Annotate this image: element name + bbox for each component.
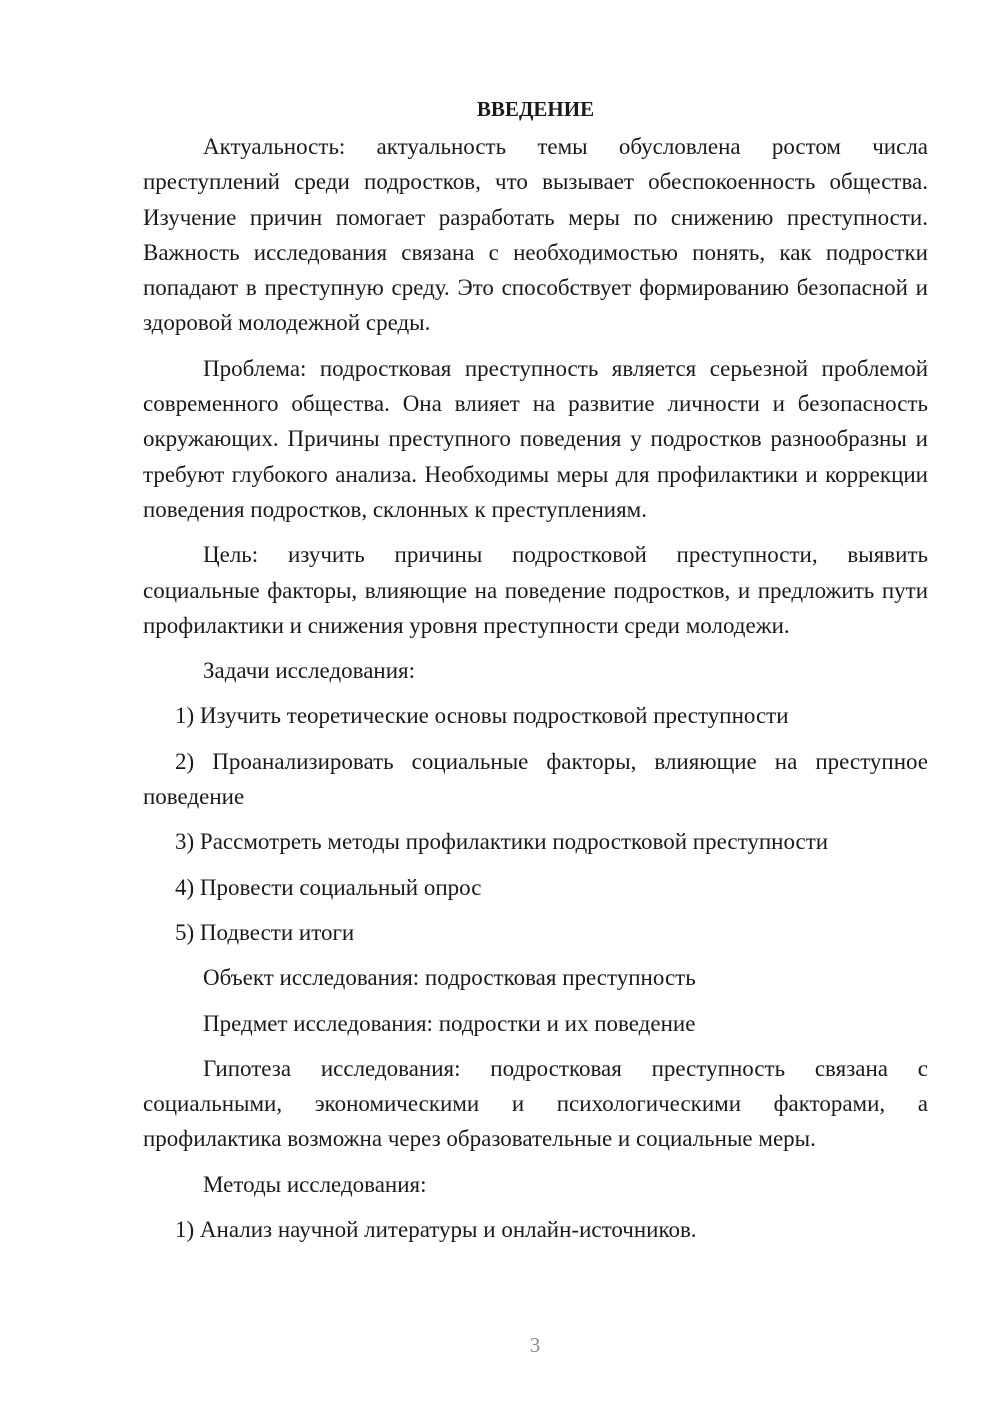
hypothesis-paragraph: Гипотеза исследования: подростковая преступность связана с социальными, экономическими и психологическими факторами, а профилактика возможна через образовательные и социальные меры. [143,1055,928,1152]
task-item-2: 2) Проанализировать социальные факторы, влияющие на преступное поведение [143,748,928,810]
section-title: ВВЕДЕНИЕ [476,97,595,121]
research-object: Объект исследования: подростковая преступность [203,965,696,991]
problem-paragraph: Проблема: подростковая преступность является серьезной проблемой современного общества. Она влияет на развитие личности и безопасность окружающих. Причины преступного поведения у подростков разнообразны и требуют глубокого анализа. Необходимы меры для профилактики и коррекции поведения подростков, склонных к преступлениям. [143,355,928,522]
method-item-1: 1) Анализ научной литературы и онлайн-источников. [175,1217,697,1243]
task-item-3: 3) Рассмотреть методы профилактики подростковой преступности [175,829,829,855]
task-item-4: 4) Провести социальный опрос [175,874,482,900]
research-subject: Предмет исследования: подростки и их поведение [203,1010,696,1036]
methods-heading: Методы исследования: [203,1171,427,1197]
goal-paragraph: Цель: изучить причины подростковой преступности, выявить социальные факторы, влияющие на поведение подростков, и предложить пути профилактики и снижения уровня преступности среди молодежи. [143,542,928,638]
document-body [143,92,928,1257]
tasks-heading: Задачи исследования: [203,658,416,684]
task-item-5: 5) Подвести итоги [175,919,355,945]
task-item-1: 1) Изучить теоретические основы подростковой преступности [175,703,789,729]
relevance-paragraph: Актуальность: актуальность темы обусловлена ростом числа преступлений среди подростков, что вызывает обеспокоенность общества. Изучение причин помогает разработать меры по снижению преступности. Важность исследования связана с необходимостью понять, как подростки попадают в преступную среду. Это способствует формированию безопасной и здоровой молодежной среды. [143,134,928,336]
page-number: 3 [529,1333,541,1357]
